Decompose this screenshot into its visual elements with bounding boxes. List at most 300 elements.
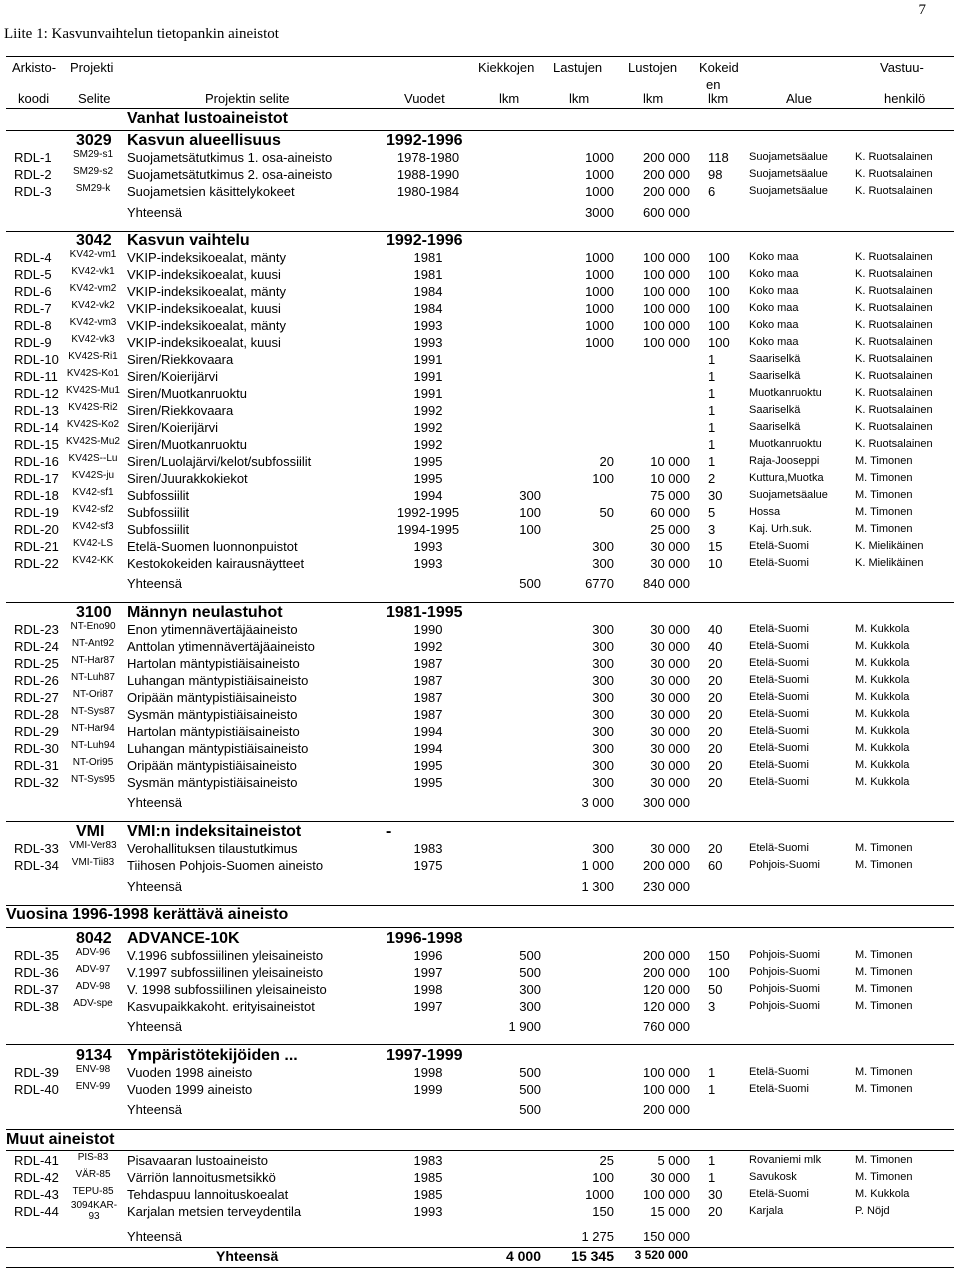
table-row [0, 964, 960, 981]
responsible-person: M. Timonen [855, 983, 913, 995]
lastujen-count: 150 [592, 1204, 614, 1219]
table-row [0, 149, 960, 166]
archive-code: RDL-7 [14, 301, 52, 316]
archive-code: RDL-5 [14, 267, 52, 282]
years-cell: 1998 [413, 982, 443, 997]
project-code: KV42S-Mu1 [66, 385, 120, 396]
project-description: VKIP-indeksikoealat, mänty [127, 250, 286, 265]
group-name: Ympäristötekijöiden ... [127, 1047, 298, 1064]
section-title-muut: Muut aineistot [6, 1131, 115, 1148]
table-row [0, 621, 960, 638]
table-row [0, 470, 960, 487]
rule [6, 1267, 954, 1268]
archive-code: RDL-10 [14, 352, 59, 367]
project-code: ADV-96 [75, 947, 111, 958]
project-code: NT-Sys95 [71, 774, 115, 785]
years-cell: 1994 [413, 488, 443, 503]
years-cell: 1980-1984 [396, 184, 460, 199]
area-cell: Pohjois-Suomi [749, 983, 820, 995]
responsible-person: M. Timonen [855, 523, 913, 535]
project-code: ADV-98 [75, 981, 111, 992]
kokeiden-count: 60 [708, 858, 723, 873]
responsible-person: M. Timonen [855, 506, 913, 518]
kokeiden-count: 20 [708, 707, 723, 722]
project-code: SM29-s2 [72, 166, 113, 177]
lustojen-count: 100 000 [643, 301, 690, 316]
responsible-person: K. Ruotsalainen [855, 370, 933, 382]
group-name: VMI:n indeksitaineistot [127, 823, 302, 840]
project-code: VÄR-85 [75, 1169, 111, 1180]
area-cell: Rovaniemi mlk [749, 1154, 822, 1166]
project-description: Siren/Riekkovaara [127, 403, 234, 418]
responsible-person: M. Timonen [855, 966, 913, 978]
group-number: VMI [76, 823, 105, 840]
table-row [0, 368, 960, 385]
project-code: KV42-vm1 [69, 249, 117, 260]
lastujen-count: 1000 [585, 301, 614, 316]
archive-code: RDL-18 [14, 488, 59, 503]
table-row [0, 283, 960, 300]
project-description: VKIP-indeksikoealat, kuusi [127, 301, 281, 316]
lustojen-count: 30 000 [650, 741, 690, 756]
project-description: Siren/Luolajärvi/kelot/subfossiilit [127, 454, 312, 469]
archive-code: RDL-37 [14, 982, 59, 997]
archive-code: RDL-9 [14, 335, 52, 350]
area-cell: Koko maa [749, 268, 799, 280]
kokeiden-count: 1 [708, 386, 716, 401]
kokeiden-count: 1 [708, 1170, 716, 1185]
project-description: Verohallituksen tilaustutkimus [127, 841, 298, 856]
lustojen-count: 30 000 [650, 775, 690, 790]
responsible-person: M. Timonen [855, 1066, 913, 1078]
lustojen-count: 15 000 [650, 1204, 690, 1219]
responsible-person: K. Ruotsalainen [855, 185, 933, 197]
project-description: Sysmän mäntypistiäisaineisto [127, 775, 298, 790]
header-projekti: Projekti [70, 60, 114, 75]
project-description: VKIP-indeksikoealat, mänty [127, 318, 286, 333]
subtotal-label: Yhteensä [127, 879, 182, 894]
rule [6, 1150, 954, 1151]
project-description: Vuoden 1998 aineisto [127, 1065, 253, 1080]
project-description: V.1997 subfossiilinen yleisaineisto [127, 965, 324, 980]
responsible-person: M. Timonen [855, 842, 913, 854]
project-description: Tiihosen Pohjois-Suomen aineisto [127, 858, 324, 873]
years-cell: 1999 [413, 1082, 443, 1097]
project-description: Värriön lannoitusmetsikkö [127, 1170, 276, 1185]
kiekkojen-count: 100 [519, 522, 541, 537]
responsible-person: M. Kukkola [855, 640, 910, 652]
responsible-person: K. Ruotsalainen [855, 438, 933, 450]
subtotal-lustojen: 150 000 [643, 1229, 690, 1244]
subtotal-lastujen: 6770 [585, 576, 614, 591]
project-description: Subfossiilit [127, 522, 190, 537]
area-cell: Pohjois-Suomi [749, 859, 820, 871]
years-cell: 1993 [413, 556, 443, 571]
kokeiden-count: 20 [708, 841, 723, 856]
archive-code: RDL-26 [14, 673, 59, 688]
years-cell: 1992-1995 [396, 505, 460, 520]
years-cell: 1987 [413, 707, 443, 722]
subtotal-lustojen: 600 000 [643, 205, 690, 220]
responsible-person: K. Ruotsalainen [855, 251, 933, 263]
kiekkojen-count: 100 [519, 505, 541, 520]
lastujen-count: 300 [592, 673, 614, 688]
project-code: NT-Eno90 [70, 621, 116, 632]
project-description: Sysmän mäntypistiäisaineisto [127, 707, 298, 722]
subtotal-kiekkojen: 500 [519, 1102, 541, 1117]
lastujen-count: 300 [592, 741, 614, 756]
lustojen-count: 100 000 [643, 267, 690, 282]
header-kiekkojen: Kiekkojen [478, 60, 535, 75]
years-cell: 1993 [413, 335, 443, 350]
archive-code: RDL-2 [14, 167, 52, 182]
subtotal-lastujen: 3000 [585, 205, 614, 220]
table-row [0, 351, 960, 368]
area-cell: Karjala [749, 1205, 784, 1217]
project-description: Suojametsätutkimus 2. osa-aineisto [127, 167, 333, 182]
area-cell: Kuttura,Muotka [749, 472, 824, 484]
project-code: ENV-99 [75, 1081, 111, 1092]
lastujen-count: 50 [599, 505, 614, 520]
archive-code: RDL-15 [14, 437, 59, 452]
header-top-rule [6, 56, 954, 57]
kokeiden-count: 20 [708, 673, 723, 688]
area-cell: Saariselkä [749, 421, 801, 433]
lastujen-count: 1000 [585, 284, 614, 299]
archive-code: RDL-41 [14, 1153, 59, 1168]
area-cell: Raja-Jooseppi [749, 455, 820, 467]
header-kokeid: Kokeid [699, 60, 739, 75]
years-cell: 1992 [413, 639, 443, 654]
lustojen-count: 75 000 [650, 488, 690, 503]
responsible-person: P. Nöjd [855, 1205, 890, 1217]
group-years: 1996-1998 [386, 930, 463, 947]
project-code: KV42S-ju [71, 470, 115, 481]
area-cell: Saariselkä [749, 353, 801, 365]
archive-code: RDL-27 [14, 690, 59, 705]
archive-code: RDL-24 [14, 639, 59, 654]
responsible-person: K. Ruotsalainen [855, 168, 933, 180]
kokeiden-count: 100 [708, 284, 730, 299]
kiekkojen-count: 500 [519, 1065, 541, 1080]
subtotal-label: Yhteensä [127, 1229, 182, 1244]
kokeiden-count: 100 [708, 301, 730, 316]
responsible-person: M. Timonen [855, 472, 913, 484]
years-cell: 1985 [413, 1187, 443, 1202]
rule [6, 602, 954, 603]
archive-code: RDL-35 [14, 948, 59, 963]
group-number: 3029 [76, 132, 112, 149]
project-code: NT-Luh87 [71, 672, 115, 683]
area-cell: Suojametsäalue [749, 168, 828, 180]
project-description: VKIP-indeksikoealat, mänty [127, 284, 286, 299]
table-row [0, 947, 960, 964]
archive-code: RDL-13 [14, 403, 59, 418]
kokeiden-count: 50 [708, 982, 723, 997]
kokeiden-count: 1 [708, 454, 716, 469]
table-row [0, 840, 960, 857]
project-code: NT-Luh94 [71, 740, 115, 751]
project-description: Suojametsien käsittelykokeet [127, 184, 295, 199]
lastujen-count: 25 [599, 1153, 614, 1168]
kokeiden-count: 1 [708, 420, 716, 435]
header-lastujen-lkm: lkm [569, 91, 590, 106]
years-cell: 1990 [413, 622, 443, 637]
area-cell: Saariselkä [749, 404, 801, 416]
project-code: KV42-LS [72, 538, 114, 549]
group-name: Kasvun vaihtelu [127, 232, 250, 249]
kokeiden-count: 1 [708, 403, 716, 418]
area-cell: Pohjois-Suomi [749, 949, 820, 961]
project-code: NT-Sys87 [71, 706, 115, 717]
responsible-person: M. Kukkola [855, 657, 910, 669]
page-title: Liite 1: Kasvunvaihtelun tietopankin aineistot [4, 26, 279, 42]
lustojen-count: 200 000 [643, 948, 690, 963]
years-cell: 1997 [413, 999, 443, 1014]
table-row [0, 998, 960, 1015]
lustojen-count: 100 000 [643, 284, 690, 299]
project-description: Subfossiilit [127, 505, 190, 520]
group-name: ADVANCE-10K [127, 930, 240, 947]
responsible-person: K. Ruotsalainen [855, 404, 933, 416]
area-cell: Etelä-Suomi [749, 640, 809, 652]
lustojen-count: 10 000 [650, 454, 690, 469]
lastujen-count: 300 [592, 622, 614, 637]
area-cell: Etelä-Suomi [749, 759, 809, 771]
group-years: - [386, 823, 392, 840]
years-cell: 1993 [413, 1204, 443, 1219]
years-cell: 1981 [413, 250, 443, 265]
table-row [0, 655, 960, 672]
lastujen-count: 300 [592, 841, 614, 856]
years-cell: 1995 [413, 454, 443, 469]
header-kokeid-en: en [706, 77, 721, 92]
years-cell: 1987 [413, 673, 443, 688]
lastujen-count: 300 [592, 775, 614, 790]
table-row [0, 436, 960, 453]
subtotal-lustojen: 200 000 [643, 1102, 690, 1117]
area-cell: Etelä-Suomi [749, 674, 809, 686]
responsible-person: K. Ruotsalainen [855, 151, 933, 163]
rule [6, 1129, 954, 1130]
project-code: SM29-k [75, 183, 111, 194]
lustojen-count: 100 000 [643, 250, 690, 265]
responsible-person: M. Timonen [855, 1171, 913, 1183]
kokeiden-count: 100 [708, 318, 730, 333]
table-row [0, 555, 960, 572]
lastujen-count: 300 [592, 539, 614, 554]
table-row [0, 672, 960, 689]
archive-code: RDL-6 [14, 284, 52, 299]
table-row [0, 757, 960, 774]
project-code: VMI-Ver83 [69, 840, 117, 851]
lastujen-count: 300 [592, 656, 614, 671]
table-row [0, 706, 960, 723]
header-vuodet: Vuodet [404, 91, 445, 106]
project-description: Siren/Juurakkokiekot [127, 471, 248, 486]
project-code: KV42-sf3 [72, 521, 114, 532]
lastujen-count: 1000 [585, 335, 614, 350]
lastujen-count: 300 [592, 639, 614, 654]
project-code: KV42S-Ko1 [66, 368, 120, 379]
project-description: Siren/Koierijärvi [127, 369, 219, 384]
lustojen-count: 120 000 [643, 982, 690, 997]
table-row [0, 385, 960, 402]
responsible-person: M. Kukkola [855, 776, 910, 788]
years-cell: 1995 [413, 758, 443, 773]
table-row [0, 723, 960, 740]
subtotal-kiekkojen: 500 [519, 576, 541, 591]
lustojen-count: 60 000 [650, 505, 690, 520]
archive-code: RDL-40 [14, 1082, 59, 1097]
rule [6, 905, 954, 906]
project-description: Oripään mäntypistiäisaineisto [127, 758, 297, 773]
table-row [0, 419, 960, 436]
project-description: Vuoden 1999 aineisto [127, 1082, 253, 1097]
project-description: Siren/Muotkanruoktu [127, 386, 247, 401]
table-row [0, 1064, 960, 1081]
project-code: KV42-sf2 [72, 504, 114, 515]
area-cell: Pohjois-Suomi [749, 1000, 820, 1012]
project-code: KV42S-Mu2 [66, 436, 120, 447]
lastujen-count: 300 [592, 758, 614, 773]
kokeiden-count: 100 [708, 267, 730, 282]
responsible-person: M. Kukkola [855, 725, 910, 737]
responsible-person: M. Kukkola [855, 674, 910, 686]
header-lustojen: Lustojen [628, 60, 678, 75]
kokeiden-count: 10 [708, 556, 723, 571]
table-row [0, 300, 960, 317]
years-cell: 1991 [413, 369, 443, 384]
lustojen-count: 120 000 [643, 999, 690, 1014]
responsible-person: K. Ruotsalainen [855, 421, 933, 433]
archive-code: RDL-28 [14, 707, 59, 722]
project-description: VKIP-indeksikoealat, kuusi [127, 335, 281, 350]
lastujen-count: 300 [592, 707, 614, 722]
archive-code: RDL-32 [14, 775, 59, 790]
archive-code: RDL-34 [14, 858, 59, 873]
kokeiden-count: 150 [708, 948, 730, 963]
project-code: PIS-83 [77, 1152, 109, 1163]
kokeiden-count: 20 [708, 690, 723, 705]
area-cell: Savukosk [749, 1171, 797, 1183]
table-row [0, 249, 960, 266]
header-bottom-rule [6, 108, 954, 109]
grand-total-lastujen: 15 345 [571, 1248, 614, 1264]
subtotal-label: Yhteensä [127, 205, 182, 220]
project-code: KV42-vk1 [71, 266, 115, 277]
years-cell: 1987 [413, 656, 443, 671]
project-code: NT-Ori87 [72, 689, 114, 700]
table-row [0, 689, 960, 706]
project-code: KV42-vm3 [69, 317, 117, 328]
archive-code: RDL-4 [14, 250, 52, 265]
kokeiden-count: 100 [708, 965, 730, 980]
header-kokeid-lkm: lkm [708, 91, 729, 106]
project-description: Siren/Koierijärvi [127, 420, 219, 435]
responsible-person: K. Ruotsalainen [855, 387, 933, 399]
project-description: Tehdaspuu lannoituskoealat [127, 1187, 289, 1202]
years-cell: 1983 [413, 1153, 443, 1168]
section-title-vanhat: Vanhat lustoaineistot [127, 110, 288, 127]
area-cell: Muotkanruoktu [749, 438, 822, 450]
project-description: Oripään mäntypistiäisaineisto [127, 690, 297, 705]
table-row [0, 1169, 960, 1186]
area-cell: Etelä-Suomi [749, 1188, 809, 1200]
subtotal-kiekkojen: 1 900 [508, 1019, 541, 1034]
years-cell: 1991 [413, 386, 443, 401]
responsible-person: K. Ruotsalainen [855, 353, 933, 365]
table-row [0, 981, 960, 998]
lustojen-count: 200 000 [643, 184, 690, 199]
subtotal-lustojen: 760 000 [643, 1019, 690, 1034]
group-number: 3100 [76, 604, 112, 621]
subtotal-label: Yhteensä [127, 1019, 182, 1034]
years-cell: 1983 [413, 841, 443, 856]
page-number: 7 [918, 2, 926, 18]
lustojen-count: 200 000 [643, 150, 690, 165]
area-cell: Suojametsäalue [749, 489, 828, 501]
kokeiden-count: 100 [708, 250, 730, 265]
project-description: V.1996 subfossiilinen yleisaineisto [127, 948, 324, 963]
years-cell: 1994 [413, 724, 443, 739]
archive-code: RDL-14 [14, 420, 59, 435]
lustojen-count: 30 000 [650, 707, 690, 722]
lastujen-count: 1000 [585, 267, 614, 282]
area-cell: Koko maa [749, 251, 799, 263]
table-row [0, 1200, 960, 1222]
project-code: KV42S-Ri2 [68, 402, 118, 413]
header-vastuu: Vastuu- [880, 60, 924, 75]
responsible-person: M. Timonen [855, 859, 913, 871]
project-code: KV42-KK [72, 555, 114, 566]
kokeiden-count: 98 [708, 167, 723, 182]
project-code: ADV-97 [75, 964, 111, 975]
area-cell: Saariselkä [749, 370, 801, 382]
years-cell: 1992 [413, 437, 443, 452]
area-cell: Koko maa [749, 285, 799, 297]
kokeiden-count: 1 [708, 1082, 716, 1097]
archive-code: RDL-29 [14, 724, 59, 739]
lustojen-count: 30 000 [650, 758, 690, 773]
project-description: VKIP-indeksikoealat, kuusi [127, 267, 281, 282]
kokeiden-count: 15 [708, 539, 723, 554]
project-code: NT-Har87 [71, 655, 115, 666]
project-code: KV42S-Ko2 [66, 419, 120, 430]
header-selite: Selite [78, 91, 111, 106]
years-cell: 1978-1980 [396, 150, 460, 165]
archive-code: RDL-16 [14, 454, 59, 469]
project-description: Pisavaaran lustoaineisto [127, 1153, 268, 1168]
kiekkojen-count: 500 [519, 948, 541, 963]
responsible-person: K. Mielikäinen [855, 540, 924, 552]
table-row [0, 504, 960, 521]
lastujen-count: 300 [592, 690, 614, 705]
area-cell: Etelä-Suomi [749, 691, 809, 703]
project-code: 3094KAR-93 [70, 1200, 118, 1222]
responsible-person: K. Ruotsalainen [855, 285, 933, 297]
table-row [0, 538, 960, 555]
responsible-person: M. Kukkola [855, 1188, 910, 1200]
project-description: Etelä-Suomen luonnonpuistot [127, 539, 298, 554]
project-code: KV42S-Ri1 [68, 351, 118, 362]
project-description: Anttolan ytimennävertäjäaineisto [127, 639, 315, 654]
lastujen-count: 100 [592, 1170, 614, 1185]
years-cell: 1996 [413, 948, 443, 963]
subtotal-lustojen: 300 000 [643, 795, 690, 810]
lustojen-count: 100 000 [643, 318, 690, 333]
area-cell: Suojametsäalue [749, 185, 828, 197]
